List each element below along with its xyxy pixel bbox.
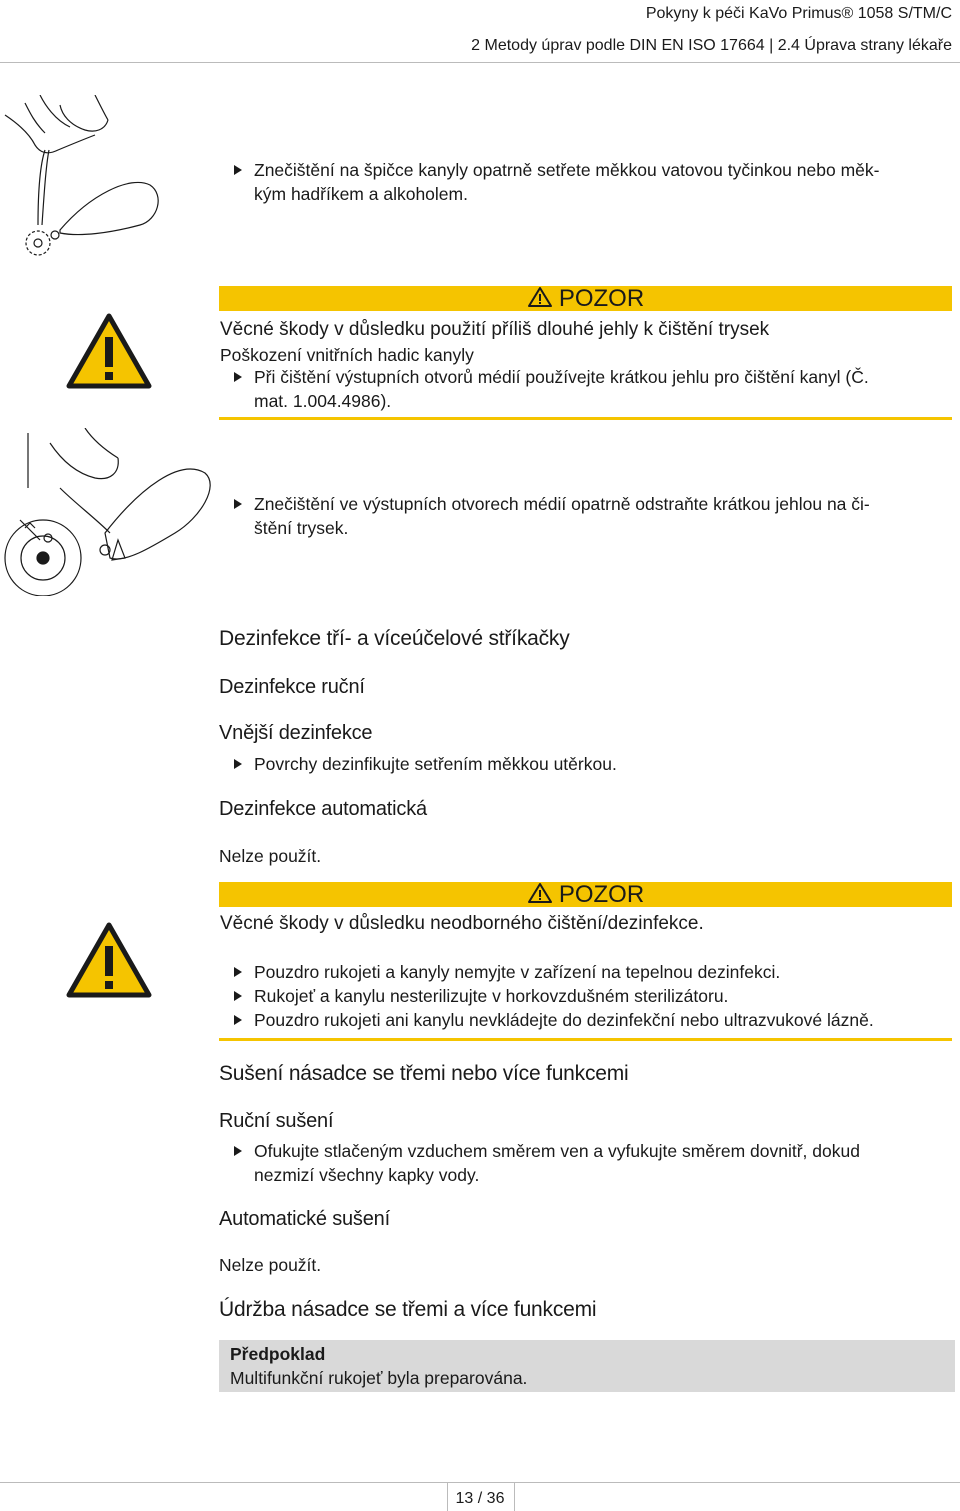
warning-item-text: Pouzdro rukojeti a kanyly nemyjte v zařízení na tepelnou dezinfekci.: [254, 962, 781, 982]
swab-wipe-illustration: [0, 95, 170, 265]
bullet-arrow-icon: [234, 759, 242, 769]
warning-title: Věcné škody v důsledku neodborného čištění/dezinfekce.: [220, 913, 704, 934]
bullet-arrow-icon: [234, 499, 242, 509]
step-text-line1: Znečištění na špičce kanyly opatrně setřete měkkou vatovou tyčinkou nebo měk-: [254, 160, 880, 180]
prerequisite-box: [219, 1340, 955, 1392]
warning-item-text: Rukojeť a kanylu nesterilizujte v horkovzdušném sterilizátoru.: [254, 986, 729, 1006]
prerequisite-title: Předpoklad: [230, 1344, 326, 1364]
step-text-line1: Znečištění ve výstupních otvorech médií opatrně odstraňte krátkou jehlou na či-: [254, 494, 870, 514]
heading-auto-disinfection: Dezinfekce automatická: [219, 798, 427, 820]
step-text-line1: Ofukujte stlačeným vzduchem směrem ven a vyfukujte směrem dovnitř, dokud: [254, 1141, 860, 1161]
bullet-arrow-icon: [234, 991, 242, 1001]
warning-label: POZOR: [558, 881, 645, 908]
bullet-arrow-icon: [234, 372, 242, 382]
heading-maintenance: Údržba násadce se třemi a více funkcemi: [219, 1298, 597, 1321]
heading-disinfection: Dezinfekce tří- a víceúčelové stříkačky: [219, 627, 570, 650]
page-number: 13 / 36: [455, 1490, 505, 1507]
document-title: Pokyny k péči KaVo Primus® 1058 S/TM/C: [645, 5, 952, 22]
warning-action-line2: mat. 1.004.4986).: [254, 391, 392, 411]
heading-manual-disinfection: Dezinfekce ruční: [219, 676, 365, 698]
warning-small-icon: [527, 286, 553, 308]
heading-external-disinfection: Vnější dezinfekce: [219, 722, 373, 744]
heading-auto-drying: Automatické sušení: [219, 1208, 390, 1230]
auto-drying-text: Nelze použít.: [219, 1255, 322, 1275]
warning-title: Věcné škody v důsledku použití příliš dlouhé jehly k čištění trysek: [220, 319, 770, 340]
warning-triangle-icon: [66, 922, 152, 998]
warning-item-text: Pouzdro rukojeti ani kanylu nevkládejte do dezinfekční nebo ultrazvukové lázně.: [254, 1010, 874, 1030]
breadcrumb: 2 Metody úprav podle DIN EN ISO 17664 | 2.4 Úprava strany lékaře: [471, 37, 952, 54]
bullet-arrow-icon: [234, 1015, 242, 1025]
bullet-arrow-icon: [234, 1146, 242, 1156]
prerequisite-text: Multifunkční rukojeť byla preparována.: [230, 1368, 528, 1388]
needle-cleaning-illustration: [0, 428, 220, 596]
warning-label: POZOR: [558, 285, 645, 312]
warning-bottom-rule: [219, 1038, 952, 1041]
warning-banner: [219, 286, 952, 311]
warning-triangle-icon: [66, 313, 152, 389]
step-text-line2: kým hadříkem a alkoholem.: [254, 184, 468, 204]
bullet-arrow-icon: [234, 165, 242, 175]
header-divider: [0, 62, 960, 63]
auto-disinfection-text: Nelze použít.: [219, 846, 322, 866]
heading-manual-drying: Ruční sušení: [219, 1110, 334, 1132]
warning-banner: [219, 882, 952, 907]
step-text-line2: nezmizí všechny kapky vody.: [254, 1165, 480, 1185]
bullet-arrow-icon: [234, 967, 242, 977]
warning-action-line1: Při čištění výstupních otvorů médií používejte krátkou jehlu pro čištění kanyl (Č.: [254, 367, 869, 387]
warning-cause: Poškození vnitřních hadic kanyly: [220, 345, 474, 365]
warning-small-icon: [527, 882, 553, 904]
heading-drying: Sušení násadce se třemi nebo více funkcemi: [219, 1062, 629, 1085]
step-text-line2: štění trysek.: [254, 518, 349, 538]
step-text: Povrchy dezinfikujte setřením měkkou utěrkou.: [254, 754, 617, 774]
warning-bottom-rule: [219, 417, 952, 420]
